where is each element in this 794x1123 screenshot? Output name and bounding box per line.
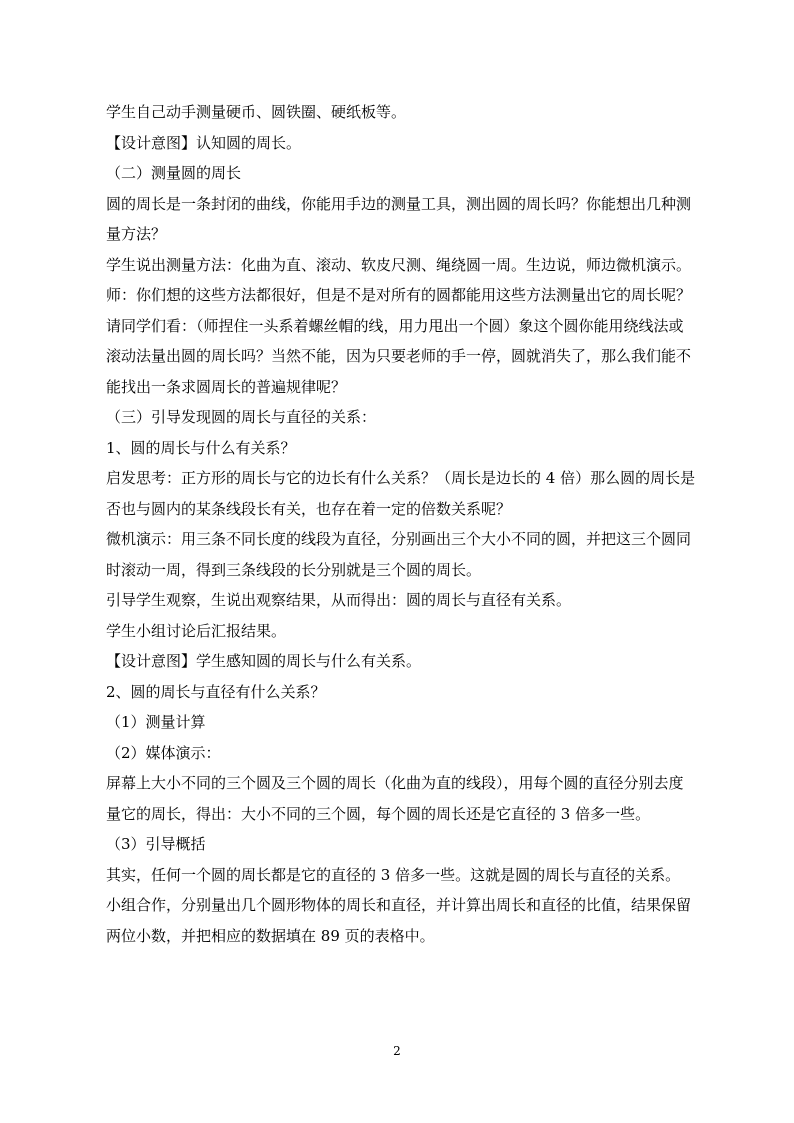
paragraph: 1、圆的周长与什么有关系？ bbox=[106, 438, 296, 457]
paragraph: 学生自己动手测量硬币、圆铁圈、硬纸板等。 bbox=[106, 103, 407, 121]
paragraph: 2、圆的周长与直径有什么关系？ bbox=[106, 682, 326, 701]
paragraph: 【设计意图】学生感知圆的周长与什么有关系。 bbox=[106, 652, 422, 670]
page-number: 2 bbox=[393, 1044, 401, 1058]
paragraph: 学生小组讨论后汇报结果。 bbox=[106, 621, 287, 640]
paragraph: 屏幕上大小不同的三个圆及三个圆的周长（化曲为直的线段），用每个圆的直径分别去度量它的周长，得出：大小不同的三个圆，每个圆的周长还是它直径的 3 倍多一些。 bbox=[106, 774, 684, 823]
paragraph: （2）媒体演示： bbox=[106, 743, 221, 762]
paragraph: 小组合作，分别量出几个圆形物体的周长和直径，并计算出周长和直径的比值，结果保留两位小数，并把相应的数据填在 89 页的表格中。 bbox=[106, 896, 692, 945]
paragraph: 微机演示：用三条不同长度的线段为直径，分别画出三个大小不同的圆，并把这三个圆同时滚动一周，得到三条线段的长分别就是三个圆的周长。 bbox=[106, 530, 692, 579]
paragraph: 引导学生观察，生说出观察结果，从而得出：圆的周长与直径有关系。 bbox=[106, 591, 572, 609]
paragraph: 学生说出测量方法：化曲为直、滚动、软皮尺测、绳绕圆一周。生边说，师边微机演示。 bbox=[106, 255, 692, 274]
section-heading: （三）引导发现圆的周长与直径的关系： bbox=[106, 408, 377, 426]
paragraph: （3）引导概括 bbox=[106, 835, 206, 853]
section-heading: （二）测量圆的周长 bbox=[106, 164, 242, 182]
paragraph: 其实，任何一个圆的周长都是它的直径的 3 倍多一些。这就是圆的周长与直径的关系。 bbox=[106, 865, 681, 884]
paragraph: 启发思考：正方形的周长与它的边长有什么关系？（周长是边长的 4 倍）那么圆的周长是否也与圆内的某条线段长有关，也存在着一定的倍数关系呢？ bbox=[106, 469, 696, 518]
document-body bbox=[106, 97, 696, 951]
paragraph: 师：你们想的这些方法都很好，但是不是对所有的圆都能用这些方法测量出它的周长呢？请同学们看：（师捏住一头系着螺丝帽的线，用力甩出一个圆）象这个圆你能用绕线法或滚动法量出圆的周长吗？当然不能，因为只要老师的手一停，圆就消失了，那么我们能不能找出一条求圆周长的普遍规律呢？ bbox=[106, 286, 692, 396]
paragraph: （1）测量计算 bbox=[106, 713, 206, 731]
paragraph: 【设计意图】认知圆的周长。 bbox=[106, 133, 302, 152]
paragraph: 圆的周长是一条封闭的曲线，你能用手边的测量工具，测出圆的周长吗？你能想出几种测量方法？ bbox=[106, 194, 692, 243]
